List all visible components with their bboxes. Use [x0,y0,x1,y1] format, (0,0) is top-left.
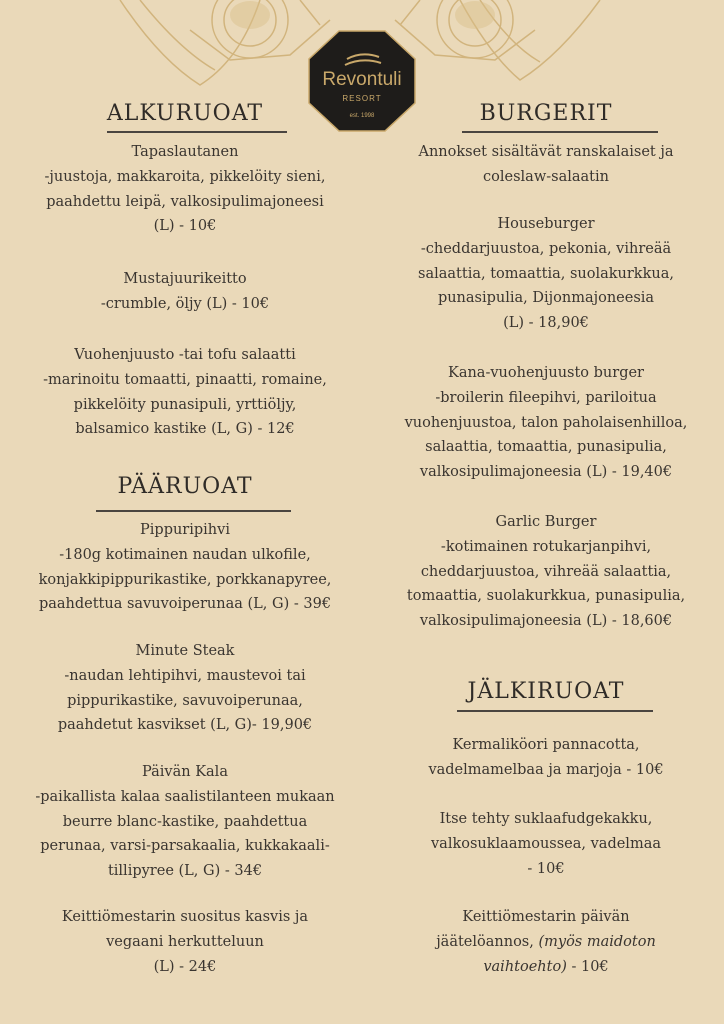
item-description: -crumble, öljy (L) - 10€ [100,295,270,312]
item-description: -juustoja, makkaroita, pikkelöity sieni, [44,168,326,185]
item-description: -cheddarjuustoa, pekonia, vihreää [420,240,672,257]
menu-item [376,733,716,783]
menu-item [376,212,716,336]
item-note: (myös maidoton [538,933,656,950]
item-description: -kotimainen rotukarjanpihvi, [440,538,652,555]
logo-subtitle: RESORT [342,94,382,103]
item-name: Pippuripihvi [140,522,230,538]
item-description: cheddarjuustoa, vihreää salaattia, [420,563,672,580]
menu-item [10,267,360,317]
item-price: - 10€ [527,860,565,877]
item-description: tillipyree (L, G) - 34€ [107,863,263,880]
item-description: vadelmamelbaa ja marjoja - 10€ [428,761,664,778]
item-description: -naudan lehtipihvi, maustevoi tai [64,667,306,684]
item-name: Kermaliköori pannacotta, [452,737,640,753]
item-description: beurre blanc-kastike, paahdettua [62,813,308,830]
item-description: vuohenjuustoa, talon paholaisenhilloa, [404,414,688,431]
item-description: -marinoitu tomaatti, pinaatti, romaine, [43,371,327,388]
item-price: (L) - 18,90€ [503,315,589,332]
section-heading-alkuruoat: ALKURUOAT [106,101,264,126]
item-description: tomaattia, suolakurkkua, punasipulia, [406,588,686,605]
menu-item [376,807,716,881]
logo-title: Revontuli [322,69,402,90]
item-name: Kana-vuohenjuusto burger [447,365,644,381]
item-description: konjakkipippurikastike, porkkanapyree, [38,571,332,588]
item-name: Itse tehty suklaafudgekakku, [439,811,653,827]
item-description: salaattia, tomaattia, suolakurkkua, [418,265,674,282]
heading-rule [96,510,291,512]
item-description: salaattia, tomaattia, punasipulia, [425,439,667,456]
item-name: Tapaslautanen [131,144,239,160]
item-description: perunaa, varsi-parsakaalia, kukkakaali- [40,838,330,855]
item-description: vegaani herkutteluun [106,933,264,950]
item-price: (L) - 10€ [153,218,217,235]
menu-item [10,639,360,738]
menu-item [10,518,360,617]
item-price: (L) - 24€ [153,958,217,975]
heading-rule [457,710,653,712]
item-name: Mustajuurikeitto [123,271,247,287]
logo-established: est. 1998 [349,113,375,119]
item-description: balsamico kastike (L, G) - 12€ [75,421,295,438]
item-name: Vuohenjuusto -tai tofu salaatti [74,347,296,363]
item-price: vaihtoehto) - 10€ [483,958,609,975]
item-description: -180g kotimainen naudan ulkofile, [59,546,311,563]
menu-item [10,343,360,442]
item-description: valkosipulimajoneesia (L) - 18,60€ [419,613,673,630]
item-description: valkosipulimajoneesia (L) - 19,40€ [419,464,673,481]
section-intro: Annokset sisältävät ranskalaiset ja coleslaw-salaatin [418,144,674,185]
item-description: valkosuklaamoussea, vadelmaa [430,835,661,852]
item-description: paahdettua savuvoiperunaa (L, G) - 39€ [38,596,332,613]
item-name: Päivän Kala [142,764,228,780]
item-name: Minute Steak [135,643,235,659]
section-heading-jalkiruoat: JÄLKIRUOAT [467,679,625,704]
menu-item [10,140,360,239]
item-name: Garlic Burger [495,514,597,530]
item-description: paahdetut kasvikset (L, G)- 19,90€ [57,717,313,734]
item-description: -paikallista kalaa saalistilanteen mukaan [35,788,335,805]
item-description: paahdettu leipä, valkosipulimajoneesi [46,193,324,210]
item-description: pikkelöity punasipuli, yrttiöljy, [73,396,297,413]
heading-rule [462,131,658,133]
item-name: Houseburger [497,216,595,232]
menu-item [376,905,716,979]
heading-rule [107,131,287,133]
item-name: Keittiömestarin päivän [462,909,630,925]
menu-item [10,760,360,884]
section-heading-burgerit: BURGERIT [479,101,613,126]
item-name: Keittiömestarin suositus kasvis ja [61,909,309,925]
item-note: vaihtoehto) [483,958,567,975]
section-heading-paaruoat: PÄÄRUOAT [117,474,253,499]
menu-item [376,361,716,485]
menu-item [10,905,360,979]
item-description: pippurikastike, savuvoiperunaa, [67,692,303,709]
item-description: punasipulia, Dijonmajoneesia [437,290,655,307]
item-description: -broilerin fileepihvi, pariloitua [435,389,657,406]
item-description: jäätelöannos, (myös maidoton [436,933,656,950]
menu-item [376,510,716,634]
